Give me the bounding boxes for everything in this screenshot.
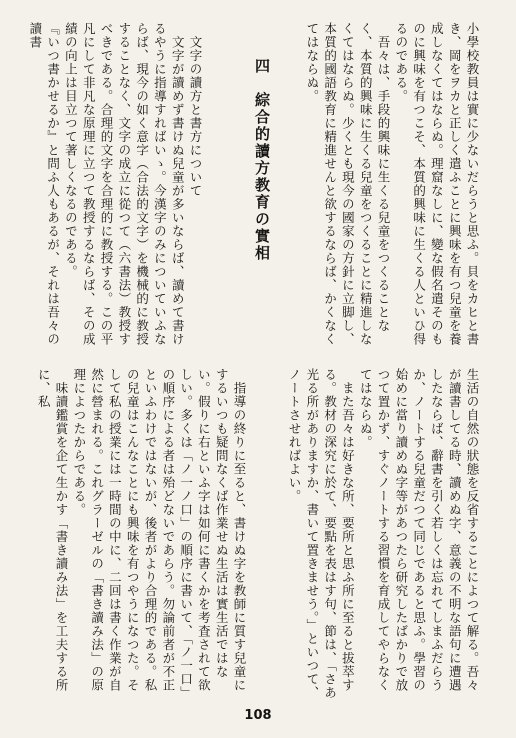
bottom-left-text-block: 指導の終りに至ると、書けぬ字を教師に質す兒童にするいつも疑問なくば作業せぬ生活は實生活ではない。假りに右といふ字は如何に書くかを考査されて欲しい。多くは「ノ一ノ口」の順序に書いて、「ノ一口」の順序による者は殆どないであらう。勿論前者が不正といふわけではないが、後者がより合理的である。私の兒童はこんなことにも興味を有つやうになつた。そして私の授業には一時間の中に、二回は書く作業が自然に營まれる。これグラーゼルの「書き讀み法」の原理によつたからである。 味讀鑑賞を企て生かす「書き讀み法」を工夫する所に、私 [36, 368, 247, 700]
section-heading: 四 綜合的讀方教育の實相 [253, 58, 271, 262]
page-number: 108 [244, 708, 272, 723]
top-right-text-block: 小學校教員は實に少ないだらうと思ふ。貝をカヒと書き、岡をヲカと正しく遣ふことに興味を有つ兒童を養成しなくてはならぬ。理窟なしに、變な假名遣そのものに興味を有つこそ、本質的興味に生くる人といひ得るのである。 吾々は、手段的興味に生くる兒童をつくることなく、本質的興味に生くる兒童をつくることに精進しなくてはならぬ。少くとも現今の國家の方針に立脚し、本質的國語教育に精進せんと欲するならば、かくなくてはならぬ。 [304, 22, 480, 346]
bottom-right-text-block: 生活の自然の狀態を反省することによつて解る。吾々が讀書してる時、讀めぬ字、意義の不明な語句に遭遇したならば、辭書を引く若しくは忘れてしまふだらうか、ノートする兒童だつて同じであると思ふ。學習の始めに當り讀めぬ字等があつたら研究したばかりで放つて置かず、すぐノートする習慣を育成してやらなくてはならぬ。 また吾々は好きな所、要所と思ふ所に至ると拔萃する。教材の深究に於て、要點を表はす句、節は、「さあ光る所がありますか、書いて置きませう。」といつて、ノートさせればよい。 [287, 368, 480, 700]
top-left-text-block: 文字の讀方と書方について 文字が讀めず書けぬ兒童が多いならば、讀めて書けるやうに指導すればいゝ。今漢字のみについていふならば、現今の如く意字（合法的文字）を機械的に教授することなく、文字の成立に從つて（六書法）教授すべきである。合理的文字を合理的に教授する。この平凡にして非凡な原理に立つて教授するならば、その成績の向上は目立つて著しくなるのである。 『いつ書かせるか』と問ふ人もあるが、それは吾々の讀書 [27, 22, 203, 346]
